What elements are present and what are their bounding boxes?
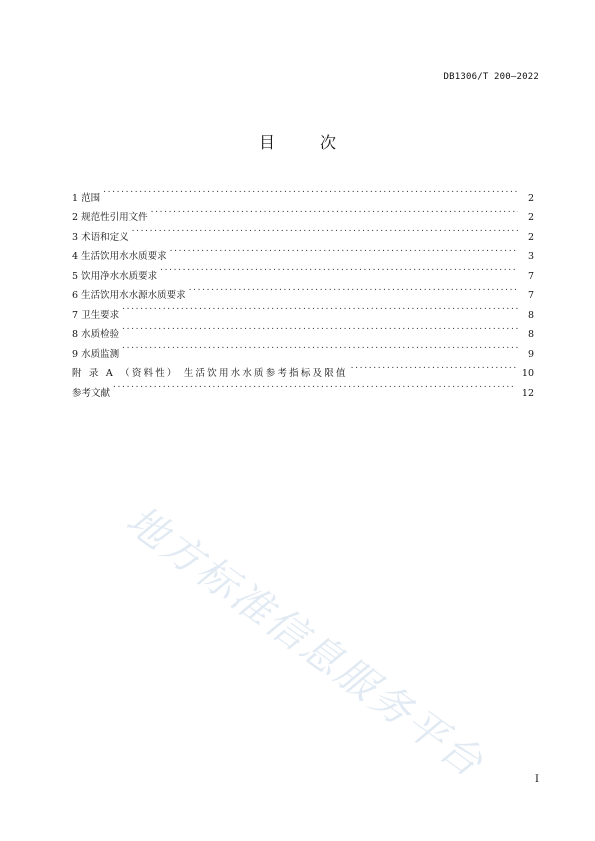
toc-entry-label: 附 录 A （资料性） 生活饮用水水质参考指标及限值: [72, 368, 348, 379]
toc-entry-label: 9 水质监测: [72, 348, 120, 360]
toc-entry-page: 2: [527, 212, 534, 223]
toc-entry-label: 6 生活饮用水水源水质要求: [72, 290, 186, 301]
toc-leader-dots: [103, 181, 518, 201]
toc-leader-dots: [151, 201, 518, 221]
toc-leader-dots: [113, 376, 516, 396]
toc-entry-8[interactable]: [72, 318, 534, 338]
toc-entry-page: 8: [527, 329, 534, 340]
toc-entry-page: 12: [521, 387, 534, 399]
toc-entry-1[interactable]: [72, 181, 534, 204]
toc-entry-page: 10: [521, 368, 534, 379]
toc-leader-dots: [351, 357, 516, 377]
toc-entry-page: 2: [527, 231, 534, 243]
toc-leader-dots: [189, 279, 518, 299]
toc-leader-dots: [132, 220, 518, 240]
toc-entry-label: 1 范围: [72, 192, 101, 204]
toc-entry-label: 参考文献: [72, 387, 111, 399]
toc-entry-page: 9: [527, 348, 534, 360]
toc-leader-dots: [170, 240, 518, 260]
toc-entry-2[interactable]: [72, 201, 534, 221]
toc-leader-dots: [122, 318, 518, 338]
watermark: 地方标准信息服务平台: [117, 497, 493, 788]
page-number: I: [535, 774, 539, 785]
table-of-contents: [72, 181, 534, 399]
toc-entry-label: 8 水质检验: [72, 329, 120, 340]
toc-entry-page: 2: [527, 192, 534, 204]
toc-entry-page: 7: [527, 270, 534, 282]
toc-entry-4[interactable]: [72, 240, 534, 260]
toc-entry-references[interactable]: [72, 376, 534, 399]
toc-entry-label: 4 生活饮用水水质要求: [72, 251, 167, 262]
page-title: 目 次: [258, 133, 357, 152]
toc-entry-9[interactable]: [72, 337, 534, 360]
toc-leader-dots: [160, 259, 518, 279]
toc-entry-page: 8: [527, 309, 534, 321]
document-code: DB1306/T 200—2022: [443, 72, 539, 82]
toc-entry-label: 7 卫生要求: [72, 309, 120, 321]
toc-entry-appendix-a[interactable]: [72, 357, 534, 377]
toc-leader-dots: [122, 337, 518, 357]
toc-entry-page: 7: [527, 290, 534, 301]
toc-entry-3[interactable]: [72, 220, 534, 243]
toc-entry-label: 3 术语和定义: [72, 231, 129, 243]
toc-entry-7[interactable]: [72, 298, 534, 321]
toc-leader-dots: [122, 298, 518, 318]
toc-entry-page: 3: [527, 251, 534, 262]
toc-entry-label: 2 规范性引用文件: [72, 212, 148, 223]
toc-entry-label: 5 饮用净水水质要求: [72, 270, 158, 282]
